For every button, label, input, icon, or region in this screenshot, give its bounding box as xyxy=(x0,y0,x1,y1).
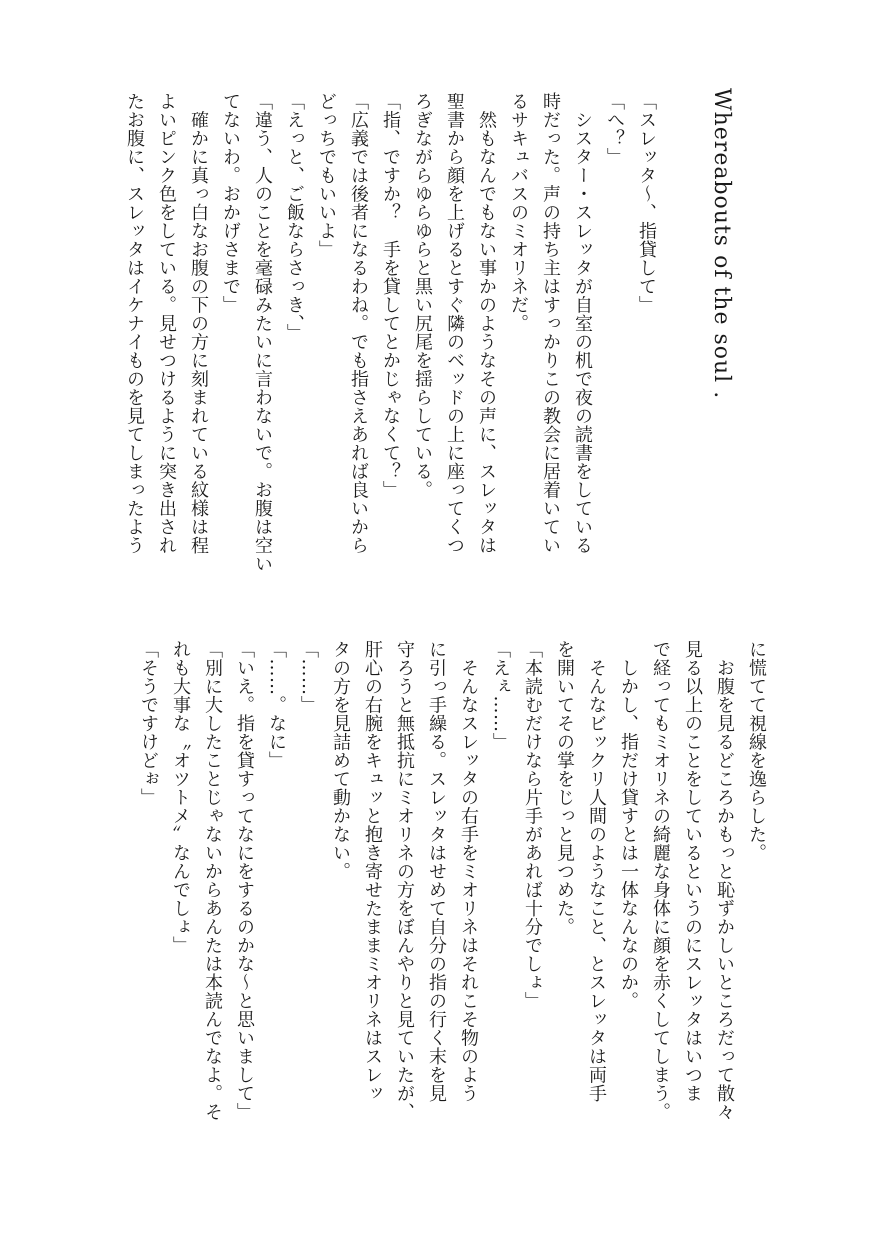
text-line: れも大事な〝オツトメ〟なんでしょ」 xyxy=(170,640,191,955)
chapter-title: Whereabouts of the soul . xyxy=(709,88,734,400)
text-line: そんなスレッタの右手をミオリネはそれこそ物のよう xyxy=(458,640,479,1103)
text-line: どっちでもいいよ」 xyxy=(316,92,337,259)
upper-text-block xyxy=(118,92,662,607)
text-line: 見る以上のことをしているというのにスレッタはいつま xyxy=(682,640,703,1103)
text-line: るサキュバスのミオリネだ。 xyxy=(508,92,529,333)
text-line: で経ってもミオリネの綺麗な身体に顔を赤くしてしまう。 xyxy=(650,640,671,1121)
text-line: 「……」 xyxy=(298,640,319,714)
text-line: 「へ？」 xyxy=(604,92,625,166)
text-line: よいピンク色をしている。見せつけるように突き出され xyxy=(156,92,177,555)
text-line: そんなビックリ人間のようなこと、とスレッタは両手 xyxy=(586,640,607,1103)
text-line: 確かに真っ白なお腹の下の方に刻まれている紋様は程 xyxy=(188,92,209,555)
text-line: 「指、ですか？ 手を貸してとかじゃなくて？」 xyxy=(380,92,401,499)
text-line: に慌てて視線を逸らした。 xyxy=(746,640,767,862)
text-line: 「……。なに」 xyxy=(266,640,287,770)
lower-text-block xyxy=(132,640,772,1165)
text-line: 然もなんでもない事かのようなその声に、スレッタは xyxy=(476,92,497,555)
text-line: 「本読むだけなら片手があれば十分でしょ」 xyxy=(522,640,543,1010)
text-line: しかし、指だけ貸すとは一体なんなのか。 xyxy=(618,640,639,1010)
text-line: 聖書から顔を上げるとすぐ隣のベッドの上に座ってくつ xyxy=(444,92,465,555)
text-line: 「スレッタ〜、指貸して」 xyxy=(636,92,657,314)
text-line: 「いえ。指を貸すってなにをするのかな〜と思いまして」 xyxy=(234,640,255,1121)
text-line: 「別に大したことじゃないからあんたは本読んでなよ。そ xyxy=(202,640,223,1121)
text-line: 肝心の右腕をキュッと抱き寄せたままミオリネはスレッ xyxy=(362,640,383,1103)
text-line: たお腹に、スレッタはイケナイものを見てしまったよう xyxy=(124,92,145,555)
text-line: お腹を見るどころかもっと恥ずかしいところだって散々 xyxy=(714,640,735,1121)
text-line: を開いてその掌をじっと見つめた。 xyxy=(554,640,575,936)
text-line: タの方を見詰めて動かない。 xyxy=(330,640,351,881)
text-line: 「えっと、ご飯ならさっき、」 xyxy=(284,92,305,342)
text-line: 「そうですけどぉ」 xyxy=(138,640,159,807)
text-line: 「えぇ……」 xyxy=(490,640,511,751)
text-line: シスター・スレッタが自室の机で夜の読書をしている xyxy=(572,92,593,555)
text-line: 時だった。声の持ち主はすっかりこの教会に居着いてい xyxy=(540,92,561,555)
text-line: てないわ。おかげさまで」 xyxy=(220,92,241,314)
text-line: ろぎながらゆらゆらと黒い尻尾を揺らしている。 xyxy=(412,92,433,499)
text-line: 守ろうと無抵抗にミオリネの方をぼんやりと見ていたが、 xyxy=(394,640,415,1121)
text-line: 「違う、人のことを毫碌みたいに言わないで。お腹は空い xyxy=(252,92,273,573)
text-line: 「広義では後者になるわね。でも指さえあれば良いから xyxy=(348,92,369,555)
text-line: に引っ手繰る。スレッタはせめて自分の指の行く末を見 xyxy=(426,640,447,1103)
